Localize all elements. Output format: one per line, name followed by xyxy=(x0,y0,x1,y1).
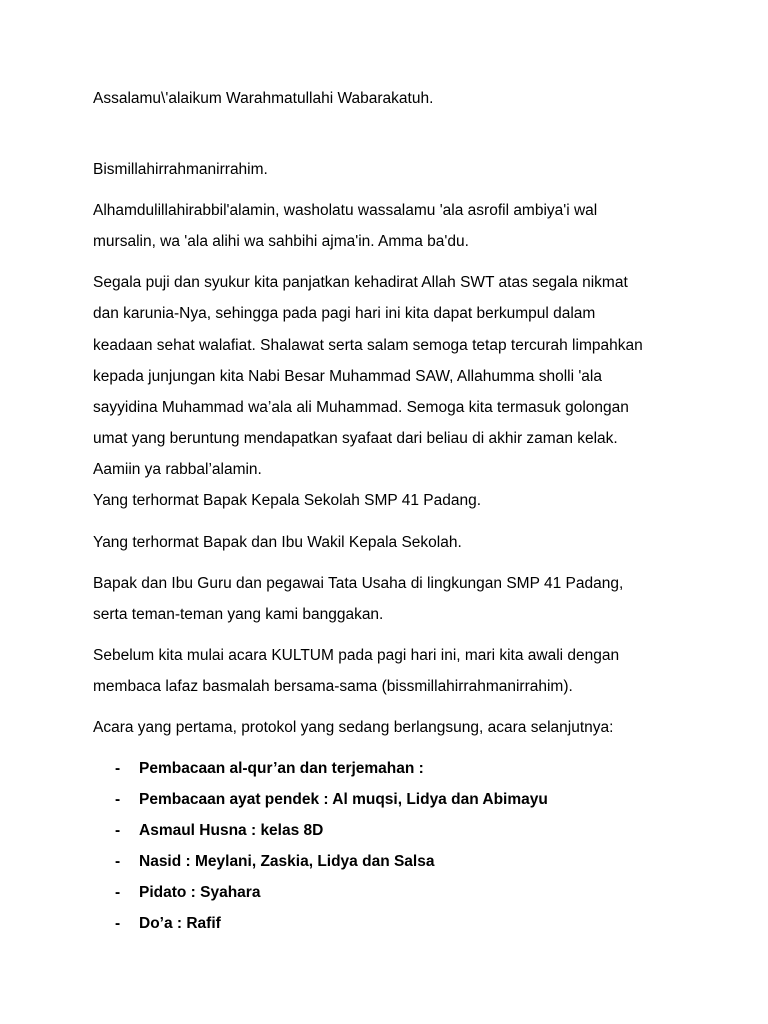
paragraph-syukur-line: keadaan sehat walafiat. Shalawat serta salam semoga tetap tercurah limpahkan xyxy=(93,337,643,354)
paragraph-hamdalah-line: mursalin, wa 'ala alihi wa sahbihi ajma'in. Amma ba'du. xyxy=(93,233,469,250)
paragraph-syukur-line: sayyidina Muhammad wa’ala ali Muhammad. Semoga kita termasuk golongan xyxy=(93,399,629,416)
bullet-marker: - xyxy=(115,884,121,901)
paragraph-syukur-line: Aamiin ya rabbal’alamin. xyxy=(93,461,262,478)
bismillah: Bismillahirrahmanirrahim. xyxy=(93,161,268,178)
paragraph-basmalah-line: membaca lafaz basmalah bersama-sama (bissmillahirrahmanirrahim). xyxy=(93,678,573,695)
paragraph-syukur-line: dan karunia-Nya, sehingga pada pagi hari ini kita dapat berkumpul dalam xyxy=(93,305,596,322)
paragraph-hamdalah-line: Alhamdulillahirabbil'alamin, washolatu wassalamu 'ala asrofil ambiya'i wal xyxy=(93,202,598,219)
salutation-guru-line: Bapak dan Ibu Guru dan pegawai Tata Usaha di lingkungan SMP 41 Padang, xyxy=(93,575,624,592)
agenda-intro: Acara yang pertama, protokol yang sedang berlangsung, acara selanjutnya: xyxy=(93,719,614,736)
agenda-item: Pembacaan al-qur’an dan terjemahan : xyxy=(139,760,424,777)
paragraph-syukur-line: Segala puji dan syukur kita panjatkan kehadirat Allah SWT atas segala nikmat xyxy=(93,274,628,291)
agenda-item: Pembacaan ayat pendek : Al muqsi, Lidya dan Abimayu xyxy=(139,791,548,808)
agenda-item: Pidato : Syahara xyxy=(139,884,261,901)
salutation-wakil-kepala-sekolah: Yang terhormat Bapak dan Ibu Wakil Kepala Sekolah. xyxy=(93,534,462,551)
paragraph-syukur-line: kepada junjungan kita Nabi Besar Muhammad SAW, Allahumma sholli 'ala xyxy=(93,368,602,385)
greeting: Assalamu\'alaikum Warahmatullahi Wabarakatuh. xyxy=(93,90,434,107)
bullet-marker: - xyxy=(115,791,121,808)
paragraph-basmalah-line: Sebelum kita mulai acara KULTUM pada pagi hari ini, mari kita awali dengan xyxy=(93,647,620,664)
bullet-marker: - xyxy=(115,853,121,870)
salutation-kepala-sekolah: Yang terhormat Bapak Kepala Sekolah SMP 41 Padang. xyxy=(93,492,482,509)
bullet-marker: - xyxy=(115,760,121,777)
bullet-marker: - xyxy=(115,822,121,839)
paragraph-syukur-line: umat yang beruntung mendapatkan syafaat dari beliau di akhir zaman kelak. xyxy=(93,430,618,447)
agenda-item: Do’a : Rafif xyxy=(139,915,221,932)
bullet-marker: - xyxy=(115,915,121,932)
agenda-item: Nasid : Meylani, Zaskia, Lidya dan Salsa xyxy=(139,853,435,870)
salutation-guru-line: serta teman-teman yang kami banggakan. xyxy=(93,606,384,623)
agenda-item: Asmaul Husna : kelas 8D xyxy=(139,822,324,839)
